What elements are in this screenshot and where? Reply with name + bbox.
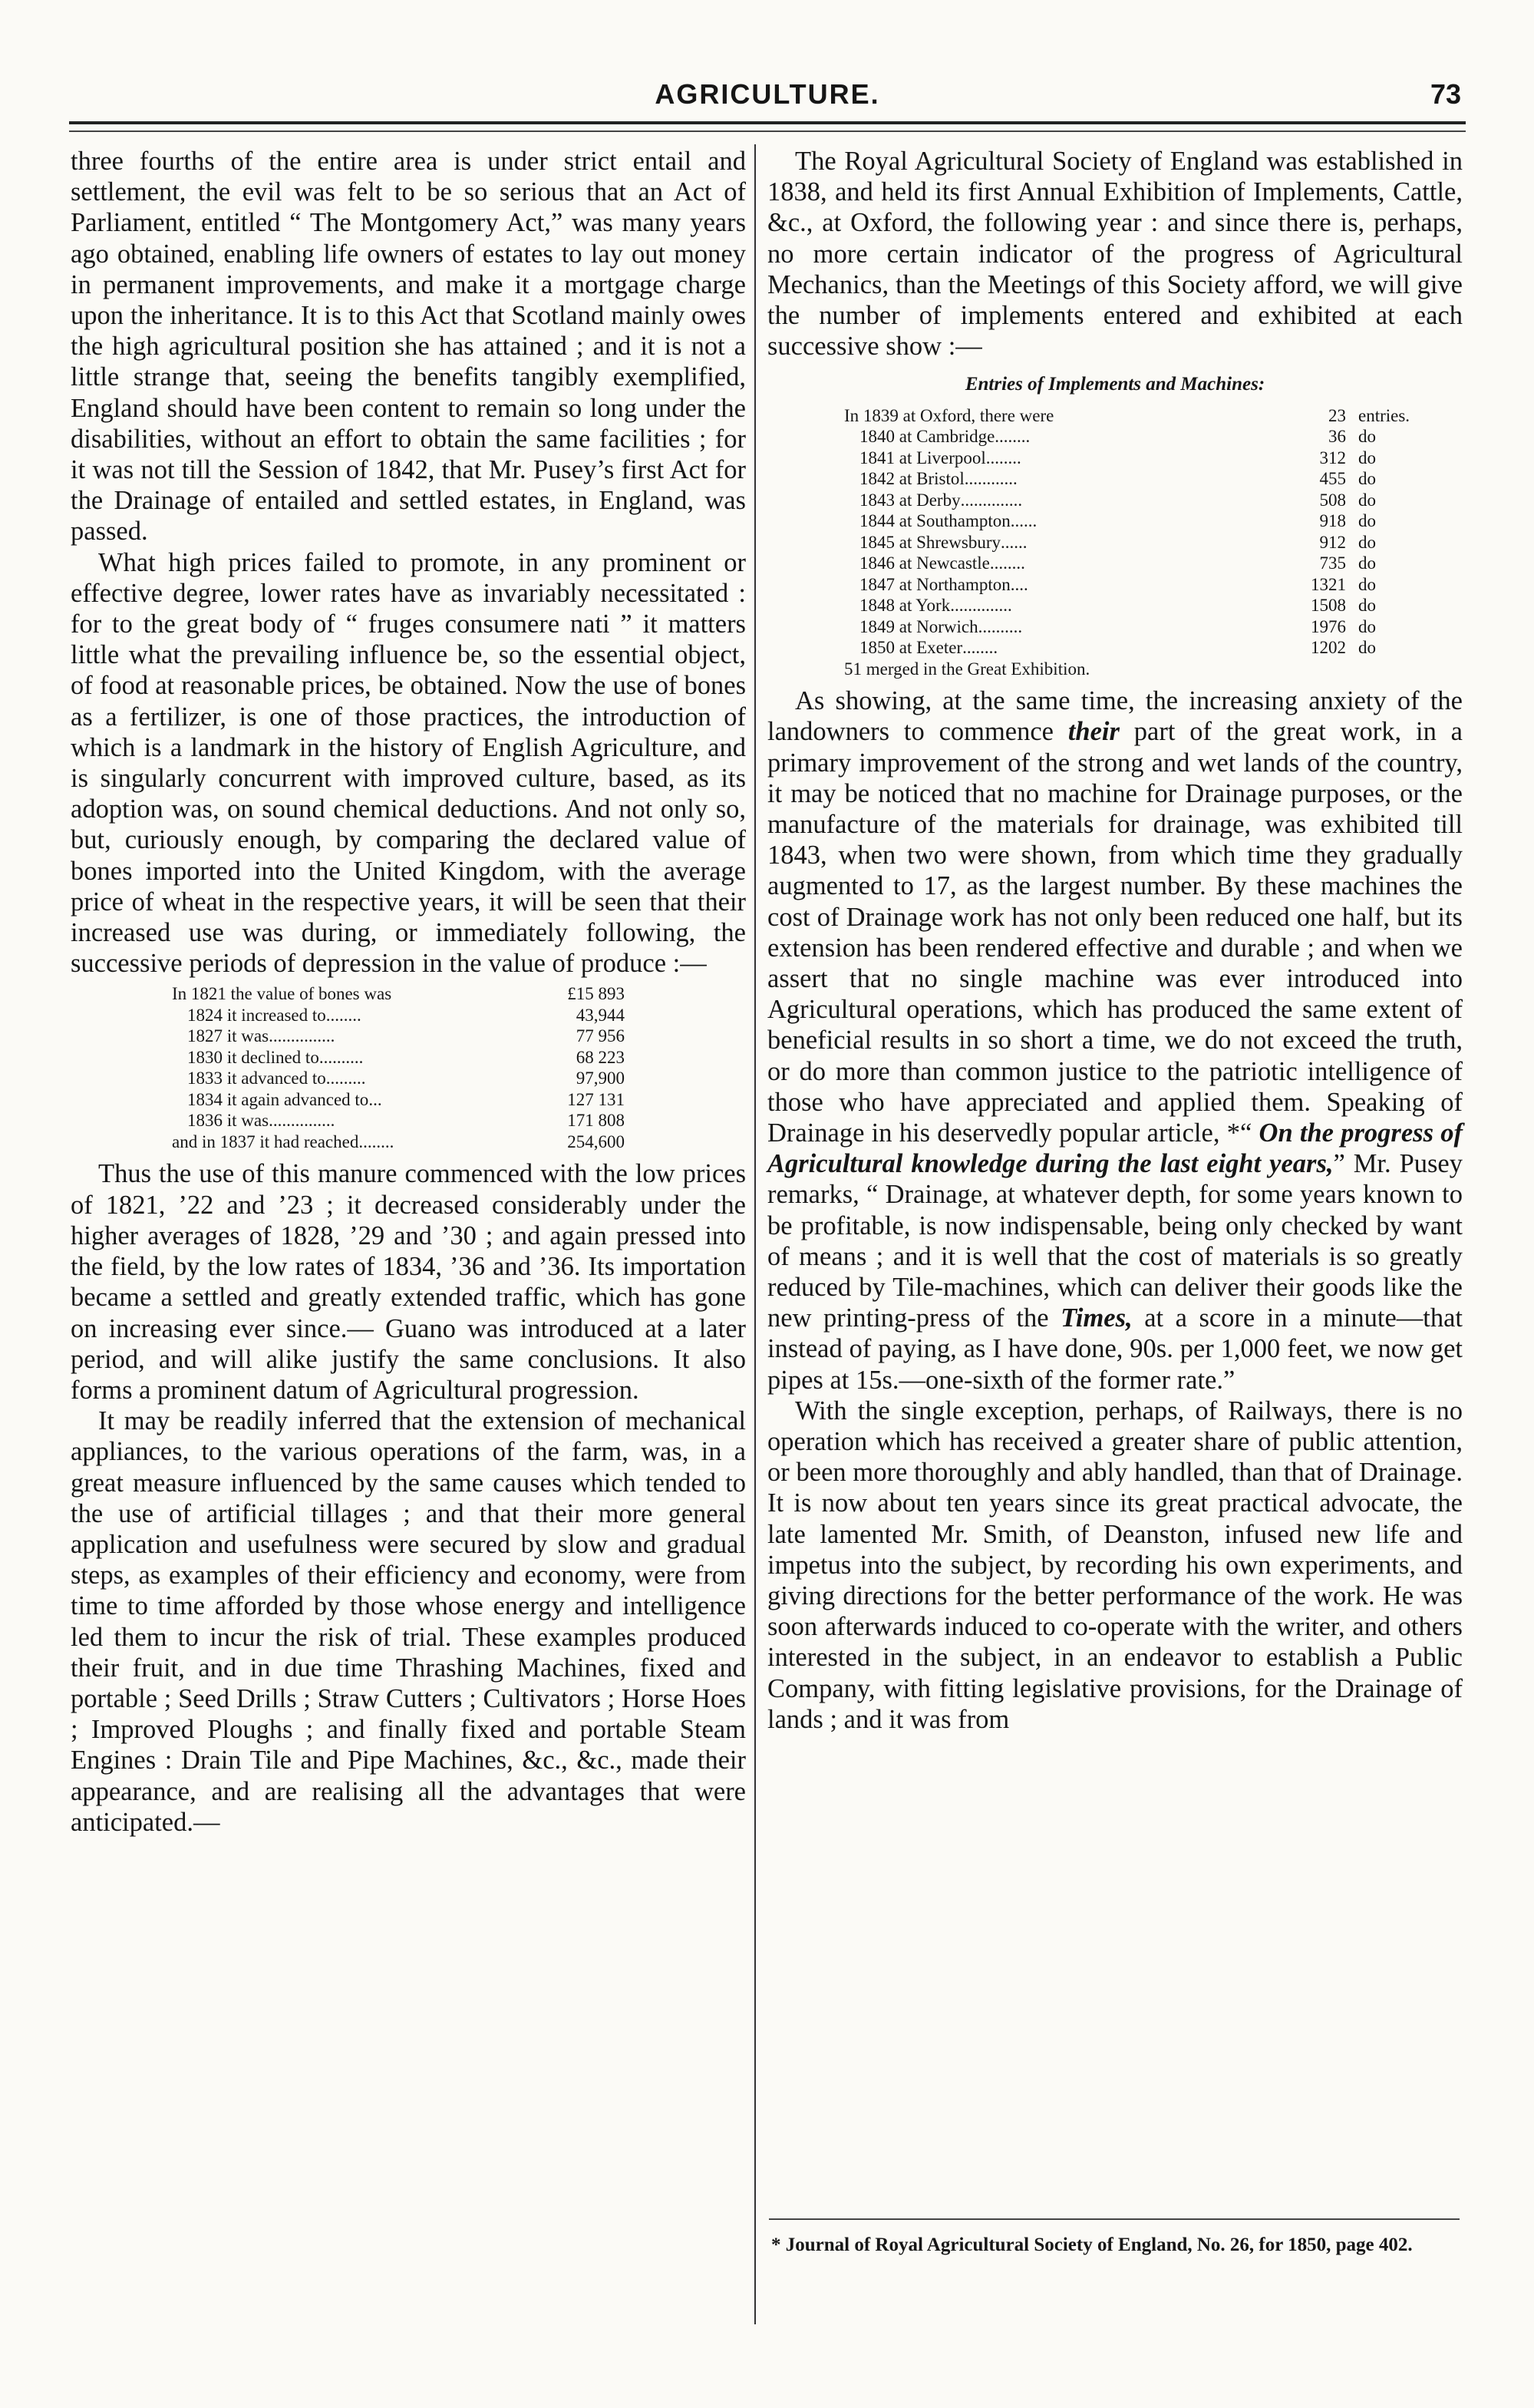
header-rule-thin [69, 130, 1466, 132]
row-unit: do [1358, 427, 1376, 447]
row-label: In 1821 the value of bones was [172, 984, 392, 1004]
paragraph: Thus the use of this manure commenced with the low prices of 1821, ’22 and ’23 ; it decreased considerably under the higher averages of 1828, ’29 and ’30 ; and again pressed into the field, by the low rates of 1834, ’36 and ’36. Its importation became a settled and greatly extended traffic, which has gone on increasing ever since.— Guano was introduced at a later period, and will alike justify the same conclusions. It also forms a prominent datum of Agricultural progression. [71, 1159, 746, 1405]
column-divider [754, 144, 756, 2324]
table-row: 1827 it was ............... 77 956 [172, 1026, 625, 1047]
row-value: 912 [1319, 532, 1346, 552]
table-row: 1844 at Southampton ...... 918 do [844, 510, 1412, 532]
row-value: 1976 [1311, 616, 1346, 636]
table-row: 1840 at Cambridge ........ 36 do [844, 426, 1412, 448]
footnote-rule [769, 2218, 1460, 2220]
table-row: 1830 it declined to .......... 68 223 [172, 1047, 625, 1069]
paragraph: With the single exception, perhaps, of Railways, there is no operation which has received a greater share of public attention, or been more thoroughly and ably handled, than that of Drainage. It is now about ten years since its great practical advocate, the late lamented Mr. Smith, of Deanston, infused new life and impetus into the subject, by recording his own experiments, and giving directions for the better performance of the work. He was soon afterwards induced to co-operate with the writer, and others interested in the subject, in an endeavor to establish a Public Company, with fitting legislative provisions, for the Drainage of lands ; and it was from [767, 1396, 1463, 1734]
table-row: and in 1837 it had reached ........ 254,600 [172, 1131, 625, 1151]
row-label: 1848 at York [859, 596, 951, 616]
row-value: 43,944 [576, 1005, 625, 1025]
table-row: 1848 at York .............. 1508 do [844, 595, 1412, 616]
row-unit: do [1358, 616, 1376, 636]
text-run: ” Mr. Pusey remarks, “ Drainage, at whatever depth, for some years known to be profitable, is now indispensable, being only checked by want of means ; and it is well that the cost of materials is so greatly reduced by Tile-machines, which can deliver their goods like the new printing-press of the [767, 1149, 1463, 1333]
row-unit: do [1358, 596, 1376, 616]
row-unit: do [1358, 511, 1376, 531]
row-label: 1834 it again advanced to [187, 1089, 369, 1109]
text-run: As showing, at the same time, the increasing anxiety of the landowners to commence [767, 686, 1463, 747]
row-unit: entries. [1358, 405, 1410, 425]
row-value: 455 [1319, 469, 1346, 489]
table-row: 1845 at Shrewsbury ...... 912 do [844, 532, 1412, 553]
table-row: 1836 it was ............... 171 808 [172, 1110, 625, 1131]
row-label: 1841 at Liverpool [859, 448, 986, 467]
row-value: 735 [1319, 553, 1346, 573]
row-label: 1842 at Bristol [859, 469, 965, 489]
row-value: £15 893 [567, 984, 625, 1004]
row-value: 254,600 [567, 1131, 625, 1151]
entries-table [844, 405, 1412, 680]
table-row: 1843 at Derby .............. 508 do [844, 490, 1412, 511]
row-value: 127 131 [567, 1089, 625, 1109]
row-label: 1824 it increased to [187, 1005, 326, 1025]
row-value: 1321 [1311, 574, 1346, 594]
table-row [172, 983, 625, 1005]
row-label: and in 1837 it had reached [172, 1131, 359, 1151]
table-row: 1846 at Newcastle ........ 735 do [844, 553, 1412, 574]
entries-note: 51 merged in the Great Exhibition. [844, 659, 1090, 679]
table-note [844, 659, 1412, 680]
running-header [69, 74, 1466, 120]
table-row: 1824 it increased to ........ 43,944 [172, 1005, 625, 1026]
row-value: 918 [1319, 511, 1346, 531]
row-value: 97,900 [576, 1069, 625, 1088]
row-value: 1508 [1311, 596, 1346, 616]
row-value: 312 [1319, 448, 1346, 467]
entries-table-title: Entries of Implements and Machines: [965, 374, 1265, 395]
paragraph [767, 685, 1463, 1396]
row-label: 1844 at Southampton [859, 511, 1011, 531]
row-label: In 1839 at Oxford, there were [844, 405, 1054, 425]
row-unit: do [1358, 638, 1376, 658]
row-value: 68 223 [576, 1047, 625, 1067]
text-run: at a score in a minute—that instead of paying, as I have done, 90s. per 1,000 feet, we now get pipes at 15s.—one-sixth of the former rate.” [767, 1303, 1463, 1395]
header-rule [69, 121, 1466, 124]
row-value: 36 [1328, 427, 1346, 447]
paragraph: It may be readily inferred that the extension of mechanical appliances, to the various operations of the farm, was, in a great measure influenced by the same causes which tended to the use of artificial tillages ; and that their more general application and usefulness were secured by slow and gradual steps, as examples of their efficiency and economy, were from time to time afforded by those whose energy and intelligence led them to incur the risk of trial. These examples produced their fruit, and in due time Thrashing Machines, fixed and portable ; Seed Drills ; Straw Cutters ; Cultivators ; Horse Hoes ; Improved Ploughs ; and finally fixed and portable Steam Engines : Drain Tile and Pipe Machines, &c., &c., made their appearance, and are realising all the advantages that were anticipated.— [71, 1406, 746, 1837]
row-value: 23 [1328, 405, 1346, 425]
row-label: 1846 at Newcastle [859, 553, 990, 573]
row-unit: do [1358, 574, 1376, 594]
row-label: 1849 at Norwich [859, 616, 978, 636]
table-row: 1834 it again advanced to ... 127 131 [172, 1089, 625, 1111]
footnote: * Journal of Royal Agricultural Society of England, No. 26, for 1850, page 402. [771, 2235, 1413, 2255]
row-value: 1202 [1311, 638, 1346, 658]
row-value: 508 [1319, 490, 1346, 510]
row-label: 1827 it was [187, 1026, 269, 1046]
table-row: 1850 at Exeter ........ 1202 do [844, 637, 1412, 659]
row-label: 1845 at Shrewsbury [859, 532, 1001, 552]
row-label: 1847 at Northampton [859, 574, 1011, 594]
paragraph: three fourths of the entire area is under strict entail and settlement, the evil was felt to be so serious that an Act of Parliament, entitled “ The Montgomery Act,” was many years ago obtained, enabling life owners of estates to lay out money in permanent improvements, and make it a mortgage charge upon the inheritance. It is to this Act that Scotland mainly owes the high agricultural position she has attained ; and it is not a little strange that, seeing the benefits tangibly exemplified, England should have been content to remain so long under the disabilities, without an effort to obtain the same facilities ; for it was not till the Session of 1842, that Mr. Pusey’s first Act for the Drainage of entailed and settled estates, in England, was passed. [71, 147, 746, 547]
table-row: 1847 at Northampton .... 1321 do [844, 574, 1412, 596]
row-unit: do [1358, 490, 1376, 510]
text-run: part of the great work, in a primary improvement of the strong and wet lands of the country, it may be noticed that no machine for Drainage purposes, or the manufacture of the materials for drainage, was exhibited till 1843, when two were shown, from which time they gradually augmented to 17, as the largest number. By these machines the cost of Drainage work has not only been reduced one half, but its extension has been rendered effective and durable ; and when we assert that no single machine was ever introduced into Agricultural operations, which has produced the same extent of beneficial results in so short a time, we do not exceed the truth, or do more than common justice to the patriotic intelligence of those who have appreciated and applied them. Speaking of Drainage in his deservedly popular article, *“ [767, 717, 1463, 1148]
row-value: 77 956 [576, 1026, 625, 1046]
row-label: 1836 it was [187, 1111, 269, 1131]
table-row: 1849 at Norwich .......... 1976 do [844, 616, 1412, 638]
left-column [71, 146, 746, 1838]
table-row [844, 405, 1412, 427]
table-row: 1842 at Bristol ............ 455 do [844, 468, 1412, 490]
row-label: 1840 at Cambridge [859, 427, 995, 447]
row-label: 1830 it declined to [187, 1047, 319, 1067]
paragraph: The Royal Agricultural Society of England was established in 1838, and held its first Annual Exhibition of Implements, Cattle, &c., at Oxford, the following year : and since there is, perhaps, no more certain indicator of the progress of Agricultural Mechanics, than the Meetings of this Society afford, we will give the number of implements entered and exhibited at each successive show :— [767, 147, 1463, 362]
emphasis: Times, [1061, 1303, 1133, 1333]
row-unit: do [1358, 448, 1376, 467]
row-label: 1833 it advanced to [187, 1069, 326, 1088]
row-value: 171 808 [567, 1111, 625, 1131]
emphasis: their [1067, 717, 1120, 747]
table-row: 1841 at Liverpool ........ 312 do [844, 448, 1412, 469]
bones-value-table [172, 983, 625, 1152]
row-label: 1850 at Exeter [859, 638, 963, 658]
row-unit: do [1358, 553, 1376, 573]
row-unit: do [1358, 532, 1376, 552]
paragraph: What high prices failed to promote, in any prominent or effective degree, lower rates have as invariably necessitated : for to the great body of “ fruges consumere nati ” it matters little what the prevailing influence be, so the essential object, of food at reasonable prices, be obtained. Now the use of bones as a fertilizer, is one of those practices, the introduction of which is a landmark in the history of English Agriculture, and is singularly concurrent with improved culture, based, as its adoption was, on sound chemical deductions. And not only so, but, curiously enough, by comparing the declared value of bones imported into the United Kingdom, with the average price of wheat in the respective years, it will be seen that their increased use was during, or immediately following, the successive periods of depression in the value of produce :— [71, 547, 746, 979]
table-row: 1833 it advanced to ......... 97,900 [172, 1068, 625, 1089]
right-column [767, 146, 1463, 1735]
header-title: AGRICULTURE. [655, 78, 880, 110]
article-title: On the progress of Agricultural knowledge during the last eight years, [767, 1118, 1463, 1179]
row-unit: do [1358, 469, 1376, 489]
row-label: 1843 at Derby [859, 490, 961, 510]
page-number: 73 [1430, 78, 1461, 110]
